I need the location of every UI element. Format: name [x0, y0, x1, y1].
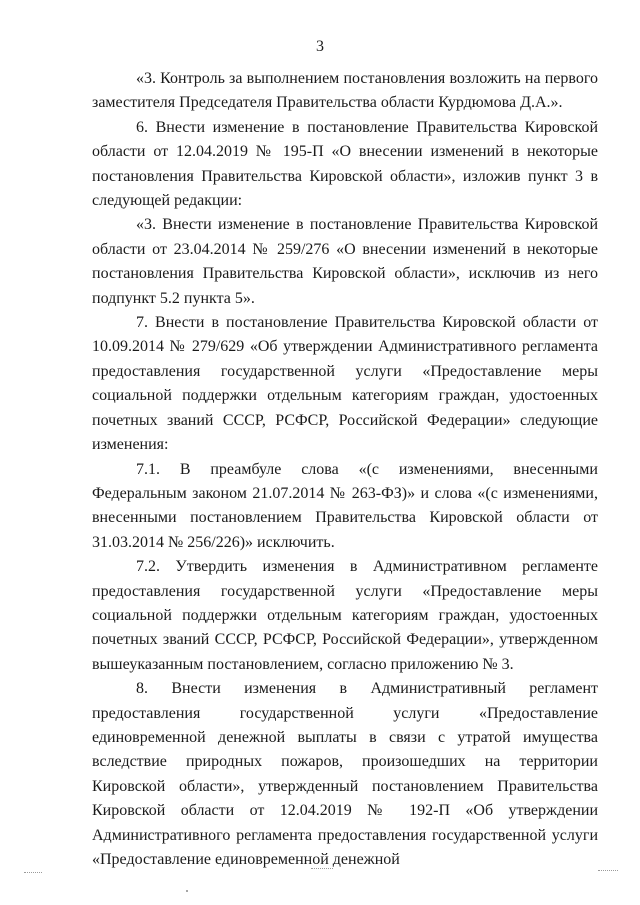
paragraph-item-7-2: 7.2. Утвердить изменения в Административном регламенте предоставления государственной услуги «Предоставление меры социальной поддержки отдельным категориям граждан, удостоенных почетных званий СССР, РСФСР, Российской Федерации», утвержденном вышеуказанным постановлением, согласно приложению № 3. [92, 558, 598, 673]
document-body [92, 67, 598, 872]
scan-mark-center [311, 868, 333, 870]
page-number: 3 [316, 38, 324, 55]
scan-mark-left [24, 872, 42, 874]
paragraph-item-7-1: 7.1. В преамбуле слова «(с изменениями, внесенными Федеральным законом 21.07.2014 № 263-ФЗ)» и слова «(с изменениями, внесенными постановлением Правительства Кировской области от 31.03.2014 № 256/226)» исключить. [92, 460, 598, 551]
paragraph-item-7: 7. Внести в постановление Правительства Кировской области от 10.09.2014 № 279/629 «Об утверждении Административного регламента предоставления государственной услуги «Предоставление меры социальной поддержки отдельным категориям граждан, удостоенных почетных званий СССР, РСФСР, Российской Федерации» следующие изменения: [92, 314, 598, 454]
paragraph-control-clause: «3. Контроль за выполнением постановления возложить на первого заместителя Председателя Правительства области Курдюмова Д.А.». [92, 70, 598, 112]
paragraph-item-6-new-text: «3. Внести изменение в постановление Правительства Кировской области от 23.04.2014 № 259/276 «О внесении изменений в некоторые постановления Правительства Кировской области», исключив из него подпункт 5.2 пункта 5». [92, 216, 598, 307]
scan-dot [186, 890, 188, 892]
scan-mark-right [598, 870, 618, 872]
paragraph-item-6: 6. Внести изменение в постановление Правительства Кировской области от 12.04.2019 № 195-П «О внесении изменений в некоторые постановления Правительства Кировской области», изложив пункт 3 в следующей редакции: [92, 118, 598, 210]
paragraph-item-8: 8. Внести изменения в Административный регламент предоставления государственной услуги «Предоставление единовременной денежной выплаты в связи с утратой имущества вследствие природных пожаров, произошедших на территории Кировской области», утвержденный постановлением Правительства Кировской области от 12.04.2019 № 192-П «Об утверждении Административного регламента предоставления государственной услуги «Предоставление единовременной денежной [92, 680, 598, 868]
